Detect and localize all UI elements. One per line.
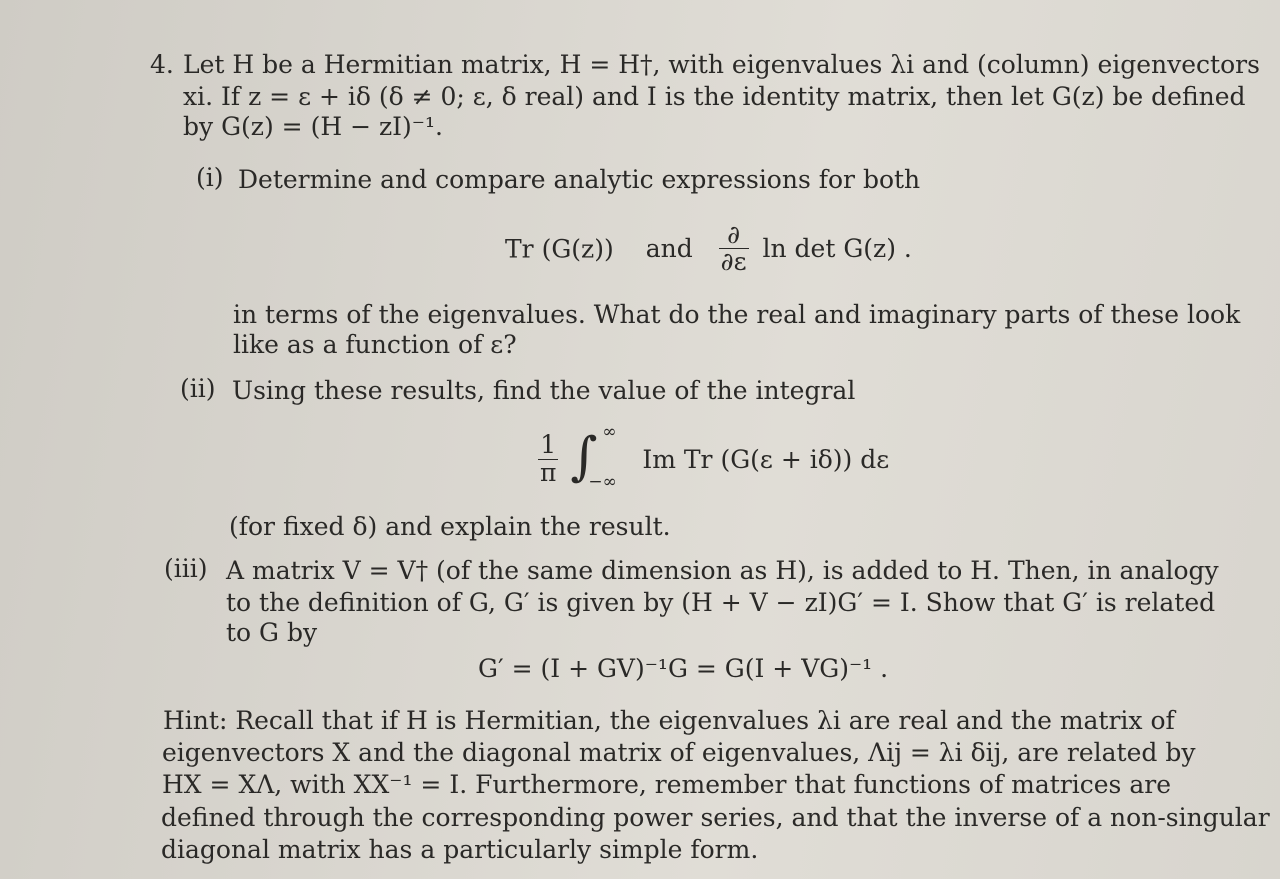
part-iii-line-1: A matrix V = V† (of the same dimension as H), is added to H. Then, in analogy — [226, 556, 1219, 585]
frac-bottom: π — [540, 457, 557, 487]
log-det-expression: ln det G(z) . — [762, 234, 912, 264]
partial-bottom: ∂ε — [720, 247, 747, 277]
trace-expression: Tr (G(z)) — [505, 234, 614, 264]
part-i-formula — [505, 222, 912, 276]
part-ii-label: (ii) — [180, 374, 216, 403]
part-i-label: (i) — [196, 163, 224, 192]
part-ii-formula — [538, 422, 890, 492]
partial-top: ∂ — [719, 222, 749, 249]
intro-line-1: Let H be a Hermitian matrix, H = H†, with eigenvalues λi and (column) eigenvectors — [183, 50, 1260, 79]
partial-derivative — [719, 222, 749, 276]
integrand: Im Tr (G(ε + iδ)) dε — [642, 444, 890, 474]
part-i-line-1: Determine and compare analytic expressions for both — [238, 165, 921, 194]
hint-line-5: diagonal matrix has a particularly simple form. — [161, 835, 759, 864]
hint-line-4: defined through the corresponding power series, and that the inverse of a non-singular — [161, 803, 1270, 832]
problem-number: 4. — [150, 50, 174, 79]
intro-line-2: xi. If z = ε + iδ (δ ≠ 0; ε, δ real) and I is the identity matrix, then let G(z) be defined — [183, 82, 1246, 111]
hint-line-2: eigenvectors X and the diagonal matrix of eigenvalues, Λij = λi δij, are related by — [162, 738, 1196, 767]
part-iii-line-3: to G by — [226, 618, 318, 647]
part-ii-line-2: (for fixed δ) and explain the result. — [229, 512, 671, 541]
part-i-line-3: like as a function of ε? — [233, 330, 517, 359]
part-iii-formula: G′ = (I + GV)⁻¹G = G(I + VG)⁻¹ . — [478, 654, 889, 683]
hint-line-3: HX = XΛ, with XX⁻¹ = I. Furthermore, remember that functions of matrices are — [162, 770, 1171, 799]
part-iii-line-2: to the definition of G, G′ is given by (H + V − zI)G′ = I. Show that G′ is related — [226, 588, 1216, 617]
frac-top: 1 — [538, 432, 558, 459]
integral-upper-limit: ∞ — [602, 422, 617, 442]
integral-sign: ∫ ∞ −∞ — [570, 422, 617, 492]
intro-line-3: by G(z) = (H − zI)⁻¹. — [183, 112, 443, 141]
hint-line-1: Hint: Recall that if H is Hermitian, the eigenvalues λi are real and the matrix of — [163, 706, 1175, 735]
part-iii-label: (iii) — [164, 554, 208, 583]
part-ii-line-1: Using these results, find the value of the integral — [232, 376, 856, 405]
one-over-pi — [538, 432, 558, 486]
part-i-line-2: in terms of the eigenvalues. What do the real and imaginary parts of these look — [233, 300, 1241, 329]
integral-lower-limit: −∞ — [588, 472, 617, 492]
and-word: and — [645, 234, 693, 264]
